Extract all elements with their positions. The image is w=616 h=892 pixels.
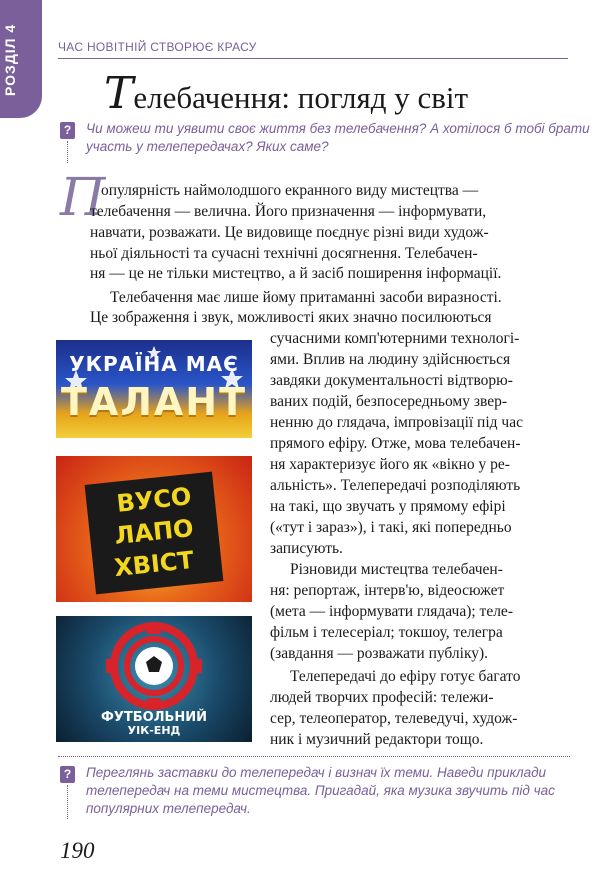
p2-wrap-4: ненню до глядача, імпровізації під час [270,414,523,431]
p3-line-4: (завдання — розважати публіку). [270,645,489,662]
question-divider [67,785,68,819]
image2-line3: ХВІСТ [112,545,196,583]
p2-wrap-3: ваних подій, безпосередньому звер- [270,393,508,410]
p4-line-1: людей творчих професій: тележи- [270,689,494,706]
p4-line-2: сер, телеоператор, телеведучі, худож- [270,710,518,727]
title-initial: Т [104,68,134,119]
question-top: Чи можеш ти уявити своє життя без телебачення? А хотілося б тобі брати участь у телепередачах? Яких саме? [86,121,590,154]
image1-line2: ТАЛАНТ [60,380,248,424]
p2-wrap-1: ями. Вплив на людину здійснюється [270,351,511,368]
image-usolapokhvist [56,456,252,602]
image-ukraine-talent [56,340,252,438]
question-divider [67,141,68,163]
p1-line-0: опулярність наймолодшого екранного виду мистецтва — [101,182,479,199]
p2-wrap-9: («тут і зараз»), і такі, які попередньо [270,519,512,536]
p3-line-1: ня: репортаж, інтерв'ю, відеосюжет [270,582,505,599]
header-rule [58,58,568,59]
p1-line-1: телебачення — велична. Його призначення — інформувати, [90,203,487,220]
page-number: 190 [60,838,95,863]
p2-wrap-10: записують. [270,540,343,557]
section-tab-label: РОЗДІЛ 4 [2,23,18,97]
p1-line-3: ньої діяльності та сучасні технічні досягнення. Телебачен- [90,245,478,262]
p1-line-4: ня — це не тільки мистецтво, а й засіб поширення інформації. [90,265,502,282]
drop-cap: П [60,168,106,228]
image3-line1: ФУТБОЛЬНИЙ [100,710,208,725]
p2-wrap-0: сучасними комп'ютерними технологі- [270,330,520,347]
p3-line-2: (мета — інформувати глядача); теле- [270,603,513,620]
question-icon: ? [60,122,75,139]
title-rest: елебачення: погляд у світ [133,80,469,115]
p2-line-1: Це зображення і звук, можливості яких значно посилюються [90,309,492,326]
p4-line-3: ник і музичний редактори тощо. [270,731,484,748]
p3-line-3: фільм і телесеріал; токшоу, телегра [270,624,503,641]
question-icon: ? [60,766,75,783]
section-tab [0,0,42,118]
p2-wrap-8: на такі, що звучать у прямому ефірі [270,498,506,515]
p2-wrap-7: альність». Телепередачі розподіляють [270,477,521,494]
p2-wrap-6: ня характеризує його як «вікно у ре- [270,456,510,473]
p1-line-2: навчати, розважати. Це видовище поєднує різні види худож- [90,224,489,241]
p2-wrap-2: завдяки документальності відтворю- [270,372,513,389]
question-rule [58,756,570,757]
p4-line-0: Телепередачі до ефіру готує багато [290,668,521,685]
p2-line-0: Телебачення має лише йому притаманні засоби виразності. [110,289,502,306]
page-title [104,68,468,119]
image1-line1: УКРАЇНА МАЄ [69,352,239,376]
p2-wrap-5: прямого ефіру. Отже, мова телебачен- [270,435,521,452]
question-bottom: Переглянь заставки до телепередач і визнач їх теми. Наведи приклади телепередач на теми мистецтва. Пригадай, яка музика звучить під час популярних телепередач. [86,765,555,816]
image3-line2: УІК-ЕНД [127,724,181,737]
p3-line-0: Різновиди мистецтва телебачен- [290,561,503,578]
running-header: ЧАС НОВІТНІЙ СТВОРЮЄ КРАСУ [58,40,257,54]
image2-line1: ВУСО [115,482,193,518]
image2-line2: ЛАПО [113,513,195,551]
image-football-weekend [56,616,252,742]
